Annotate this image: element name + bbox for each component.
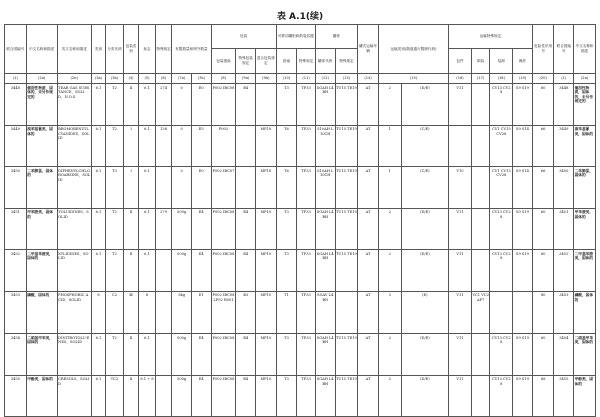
- cell-bulk-provision: [471, 208, 490, 250]
- cell-operation-provision: S9 S19: [513, 250, 533, 292]
- cell-limited-quantity: 0: [172, 84, 192, 126]
- col-num: (6): [155, 74, 172, 84]
- cell-tank-special: TU15 TE19: [335, 375, 358, 417]
- cell-transport-category: 1: [378, 125, 401, 167]
- cell-packing-group: Ⅱ: [123, 375, 138, 417]
- cell-tunnel-code: (C/E): [401, 125, 449, 167]
- col-num: (3b): [106, 74, 124, 84]
- cell-mixed-packing: MP10: [256, 208, 277, 250]
- cell-transport-category: 2: [378, 250, 401, 292]
- cell-packing-instruction: P002 IBC08: [211, 208, 236, 250]
- cell-cn-name-repeat: 二硝基甲苯类，固体的: [574, 334, 596, 376]
- cell-tunnel-code: (C/E): [401, 167, 449, 209]
- cell-special-provision: 138: [155, 125, 172, 167]
- cell-classification-code: T3: [106, 167, 124, 209]
- cell-excepted-quantity: E4: [191, 375, 211, 417]
- header-classification-code: 分类代码: [106, 25, 124, 74]
- cell-bulk-provision: [471, 167, 490, 209]
- header-bulk: 散装: [471, 49, 490, 74]
- cell-bulk-provision: [471, 125, 490, 167]
- cell-bulk-provision: [471, 250, 490, 292]
- cell-packing-group: Ⅰ: [123, 167, 138, 209]
- cell-excepted-quantity: E4: [191, 334, 211, 376]
- cell-portable-special: TP33: [297, 208, 316, 250]
- cell-un-number: 3454: [5, 334, 27, 376]
- cell-portable-special: TP33: [297, 250, 316, 292]
- header-hazard-id: 危险性识别号: [532, 25, 554, 74]
- cell-tank-special: TU15 TE19: [335, 84, 358, 126]
- cell-un-number-repeat: 3455: [554, 375, 574, 417]
- cell-class: 6.1: [91, 84, 105, 126]
- cell-cn-name: 磷酸，固体的: [26, 291, 57, 334]
- col-num: (7b): [191, 74, 211, 84]
- cell-tank-vehicle: AT: [358, 167, 379, 209]
- cell-class: 6.1: [91, 208, 105, 250]
- cell-cn-name-repeat: 二甲基苯胺类，固体的: [574, 250, 596, 292]
- cell-un-number: 3449: [5, 125, 27, 167]
- cell-classification-code: T2: [106, 250, 124, 292]
- cell-class: 8: [91, 291, 105, 334]
- cell-tank-special: TU15 TE19: [335, 334, 358, 376]
- header-portable-instructions: 指南: [276, 49, 297, 74]
- cell-tank-code: SGAH L4BH: [315, 375, 335, 417]
- cell-package-provision: V11: [449, 208, 472, 250]
- cell-un-number: 3452: [5, 250, 27, 292]
- col-num: (7a): [172, 74, 192, 84]
- cell-package-provision: [449, 125, 472, 167]
- cell-tank-code: S10AH L10CH: [315, 167, 335, 209]
- cell-special-provision: [155, 375, 172, 417]
- cell-hazard-id: 80: [532, 291, 554, 334]
- col-num: (16): [449, 74, 472, 84]
- cell-cn-name-repeat: 磷酸，固体的: [574, 291, 596, 334]
- cell-class: 6.1: [91, 334, 105, 376]
- table-header: [5, 25, 596, 84]
- cell-mixed-packing: [256, 84, 277, 126]
- cell-operation-provision: S9 S19: [513, 84, 533, 126]
- cell-portable-special: TP33: [297, 334, 316, 376]
- cell-class: 6.1: [91, 167, 105, 209]
- cell-tank-vehicle: AT: [358, 250, 379, 292]
- cell-cn-name-repeat: 二苯胂氯，固体的: [574, 167, 596, 209]
- cell-portable-instruction: T3: [276, 84, 297, 126]
- cell-loading-provision: CV13 CV28: [490, 84, 513, 126]
- col-num: (5): [139, 74, 156, 84]
- cell-loading-provision: [490, 291, 513, 334]
- cell-mixed-packing: MP10: [256, 250, 277, 292]
- cell-packing-instruction: P002 IBC08 LP02 R001: [211, 291, 236, 334]
- col-num: (4): [123, 74, 138, 84]
- cell-bulk-provision: VC1 VC2 AP7: [471, 291, 490, 334]
- cell-tank-special: TU15 TE19: [335, 208, 358, 250]
- cell-limited-quantity: 0: [172, 125, 192, 167]
- cell-loading-provision: CV13 CV28: [490, 375, 513, 417]
- column-number-row: [5, 74, 596, 84]
- dangerous-goods-table: [4, 24, 596, 417]
- cell-special-provision: [155, 334, 172, 376]
- col-num: (12): [315, 74, 335, 84]
- cell-packing-instruction: P002: [211, 125, 236, 167]
- cell-label: 6.1: [139, 125, 156, 167]
- col-num: (11): [297, 74, 316, 84]
- header-tank-vehicle: 罐式运输车辆: [358, 25, 379, 74]
- col-num: (10): [276, 74, 297, 84]
- cell-packing-group: Ⅰ: [123, 125, 138, 167]
- cell-tank-vehicle: AT: [358, 375, 379, 417]
- header-special-provisions: 特殊规定: [155, 25, 172, 74]
- header-loading: 装卸: [490, 49, 513, 74]
- cell-classification-code: C2: [106, 291, 124, 334]
- cell-bulk-provision: [471, 334, 490, 376]
- cell-cn-name: 甲苯胺类，固体的: [26, 208, 57, 250]
- header-packing-instructions: 包装指南: [211, 49, 236, 74]
- table-row: [5, 291, 596, 334]
- header-cn-name-repeat: 中文名称和描述: [574, 25, 596, 74]
- table-row: [5, 84, 596, 126]
- cell-class: 6.1: [91, 375, 105, 417]
- cell-package-provision: V11: [449, 375, 472, 417]
- cell-portable-instruction: T6: [276, 167, 297, 209]
- cell-transport-category: 3: [378, 291, 401, 334]
- cell-un-number: 3450: [5, 167, 27, 209]
- cell-label: 6.1: [139, 250, 156, 292]
- cell-mixed-packing: MP10: [256, 334, 277, 376]
- col-num: (8): [211, 74, 236, 84]
- cell-portable-special: TP33: [297, 167, 316, 209]
- cell-packing-instruction: P002 IBC08: [211, 375, 236, 417]
- header-cn-name: 中文名称和描述: [26, 25, 57, 74]
- cell-cn-name: 溴苯基氰类，固体的: [26, 125, 57, 167]
- cell-tank-code: SGAH L4BH: [315, 250, 335, 292]
- cell-operation-provision: S9 S14: [513, 167, 533, 209]
- cell-label: 6.1: [139, 84, 156, 126]
- header-special-packing: 特殊包装规定: [236, 49, 256, 74]
- cell-bulk-provision: [471, 375, 490, 417]
- cell-cn-name-repeat: 催泪性物质，固体的，未另作规定的: [574, 84, 596, 126]
- cell-label: 6.1: [139, 167, 156, 209]
- cell-en-name: TOLUIDINES，SOLID: [57, 208, 91, 250]
- cell-en-name: DINITROTOLU-ENES，SOLID: [57, 334, 91, 376]
- cell-packing-group: Ⅲ: [123, 291, 138, 334]
- cell-loading-provision: CV13 CV28: [490, 334, 513, 376]
- cell-portable-special: TP33: [297, 291, 316, 334]
- cell-special-packing: B3: [236, 291, 256, 334]
- cell-operation-provision: [513, 291, 533, 334]
- cell-tank-code: SGAH L4BH: [315, 334, 335, 376]
- cell-operation-provision: S9 S19: [513, 375, 533, 417]
- cell-un-number: 3455: [5, 375, 27, 417]
- cell-tank-vehicle: AT: [358, 208, 379, 250]
- cell-hazard-id: 60: [532, 208, 554, 250]
- cell-cn-name-repeat: 溴苯基氰类，固体的: [574, 125, 596, 167]
- col-num: (2a): [574, 74, 596, 84]
- col-num: (9a): [236, 74, 256, 84]
- cell-un-number-repeat: 3452: [554, 250, 574, 292]
- cell-special-provision: 274: [155, 84, 172, 126]
- cell-special-packing: B4: [236, 375, 256, 417]
- header-transport-category: 运输类别(隧道通行限制代码): [378, 25, 448, 74]
- cell-label: 6.1 + 8: [139, 375, 156, 417]
- header-group-packaging: 包装: [211, 25, 276, 49]
- cell-mixed-packing: MP10: [256, 291, 277, 334]
- cell-transport-category: 2: [378, 84, 401, 126]
- cell-excepted-quantity: E5: [191, 125, 211, 167]
- header-un-number: 联合国编号: [5, 25, 27, 74]
- col-num: (20): [532, 74, 554, 84]
- cell-special-packing: [236, 125, 256, 167]
- table-row: [5, 250, 596, 292]
- cell-packing-group: Ⅱ: [123, 250, 138, 292]
- cell-bulk-provision: [471, 84, 490, 126]
- header-group-tank: 罐体: [315, 25, 357, 49]
- cell-limited-quantity: 500g: [172, 334, 192, 376]
- cell-operation-provision: S9 S19: [513, 208, 533, 250]
- cell-portable-instruction: T3: [276, 334, 297, 376]
- cell-package-provision: V11: [449, 84, 472, 126]
- table-row: [5, 125, 596, 167]
- cell-package-provision: V11: [449, 334, 472, 376]
- col-num: (19): [513, 74, 533, 84]
- cell-un-number-repeat: 3448: [554, 84, 574, 126]
- table-body: [5, 84, 596, 417]
- col-num: (17): [471, 74, 490, 84]
- header-tank-special: 特殊规定: [335, 49, 358, 74]
- cell-special-provision: [155, 291, 172, 334]
- cell-limited-quantity: 5kg: [172, 291, 192, 334]
- cell-special-provision: 279: [155, 208, 172, 250]
- header-mixed-packing: 混合包装规定: [256, 49, 277, 74]
- cell-package-provision: V11: [449, 250, 472, 292]
- cell-portable-special: TP33: [297, 375, 316, 417]
- cell-packing-group: Ⅱ: [123, 84, 138, 126]
- cell-special-packing: B4: [236, 84, 256, 126]
- cell-portable-instruction: T3: [276, 250, 297, 292]
- cell-excepted-quantity: E4: [191, 250, 211, 292]
- cell-tunnel-code: (D/E): [401, 208, 449, 250]
- cell-package-provision: V10: [449, 167, 472, 209]
- cell-package-provision: V11: [449, 291, 472, 334]
- cell-classification-code: TC2: [106, 375, 124, 417]
- col-num: (2a): [26, 74, 57, 84]
- cell-cn-name: 二苯胂氯，固体的: [26, 167, 57, 209]
- cell-mixed-packing: MP10: [256, 375, 277, 417]
- cell-tank-special: TU15 TE19: [335, 167, 358, 209]
- cell-hazard-id: 66: [532, 167, 554, 209]
- cell-packing-instruction: P002 IBC08: [211, 334, 236, 376]
- cell-portable-instruction: T3: [276, 375, 297, 417]
- cell-tank-special: TU15 TE19: [335, 125, 358, 167]
- cell-special-provision: [155, 167, 172, 209]
- cell-un-number: 3453: [5, 291, 27, 334]
- col-num: (1): [5, 74, 27, 84]
- header-un-number-repeat: 联合国编号: [554, 25, 574, 74]
- cell-cn-name: 甲酚类，固体的: [26, 375, 57, 417]
- cell-portable-instruction: T6: [276, 125, 297, 167]
- header-operation: 操作: [513, 49, 533, 74]
- header-class: 类别: [91, 25, 105, 74]
- cell-limited-quantity: 500g: [172, 375, 192, 417]
- cell-classification-code: T2: [106, 334, 124, 376]
- table-row: [5, 208, 596, 250]
- cell-limited-quantity: 500g: [172, 208, 192, 250]
- cell-packing-group: Ⅱ: [123, 208, 138, 250]
- cell-tank-code: SGAH L4BH: [315, 84, 335, 126]
- cell-un-number-repeat: 3451: [554, 208, 574, 250]
- cell-tank-special: TU15 TE19: [335, 250, 358, 292]
- cell-en-name: PHOSPHORIC ACID，SOLID: [57, 291, 91, 334]
- cell-tunnel-code: (E): [401, 291, 449, 334]
- cell-cn-name: 催泪性物质，固体的，未另作规定的: [26, 84, 57, 126]
- cell-hazard-id: 60: [532, 334, 554, 376]
- cell-loading-provision: CV13 CV28: [490, 250, 513, 292]
- table-title: 表 A.1(续): [276, 12, 324, 22]
- cell-cn-name-repeat: 甲苯胺类，固体的: [574, 208, 596, 250]
- cell-classification-code: T2: [106, 84, 124, 126]
- cell-label: 6.1: [139, 334, 156, 376]
- cell-tunnel-code: (D/E): [401, 334, 449, 376]
- cell-classification-code: T2: [106, 208, 124, 250]
- cell-hazard-id: 60: [532, 250, 554, 292]
- cell-en-name: CRESOLS，SOLID: [57, 375, 91, 417]
- cell-portable-instruction: T1: [276, 291, 297, 334]
- cell-mixed-packing: MP18: [256, 125, 277, 167]
- header-group-special-transport: 运输特殊规定: [449, 25, 533, 49]
- header-labels: 标志: [139, 25, 156, 74]
- cell-un-number-repeat: 3454: [554, 334, 574, 376]
- cell-packing-instruction: P002 IBC07: [211, 167, 236, 209]
- cell-loading-provision: CV1 CV13 CV28: [490, 167, 513, 209]
- table-row: [5, 375, 596, 417]
- cell-hazard-id: 66: [532, 125, 554, 167]
- cell-mixed-packing: MP18: [256, 167, 277, 209]
- cell-hazard-id: 60: [532, 84, 554, 126]
- cell-transport-category: 2: [378, 334, 401, 376]
- col-num: (2b): [57, 74, 91, 84]
- cell-special-packing: B4: [236, 250, 256, 292]
- header-group-portable-tanks: 可移动罐柜和散装容器: [276, 25, 315, 49]
- cell-cn-name-repeat: 甲酚类，固体的: [574, 375, 596, 417]
- table-row: [5, 334, 596, 376]
- cell-cn-name: 二甲基苯胺类，固体的: [26, 250, 57, 292]
- col-num: (18): [490, 74, 513, 84]
- cell-label: 8: [139, 291, 156, 334]
- cell-portable-special: TP33: [297, 84, 316, 126]
- cell-tank-vehicle: AT: [358, 291, 379, 334]
- col-num: (15): [378, 74, 448, 84]
- cell-en-name: BROMOBENZYL CYANIDES，SOLID: [57, 125, 91, 167]
- cell-tank-code: SGAH L4BH: [315, 208, 335, 250]
- cell-tunnel-code: (D/E): [401, 250, 449, 292]
- cell-un-number-repeat: 3449: [554, 125, 574, 167]
- cell-portable-special: TP33: [297, 125, 316, 167]
- cell-operation-provision: S9 S19: [513, 334, 533, 376]
- cell-class: 6.1: [91, 125, 105, 167]
- cell-un-number-repeat: 3453: [554, 291, 574, 334]
- cell-tunnel-code: (D/E): [401, 84, 449, 126]
- cell-tank-vehicle: AT: [358, 84, 379, 126]
- cell-en-name: XYLIDINES，SOLID: [57, 250, 91, 292]
- cell-en-name: DIPHENYLCHLO ROARSINE，SOLID: [57, 167, 91, 209]
- table-row: [5, 167, 596, 209]
- cell-tank-code: S10AH L10CH: [315, 125, 335, 167]
- cell-special-provision: [155, 250, 172, 292]
- header-portable-special: 特殊规定: [297, 49, 316, 74]
- cell-excepted-quantity: E1: [191, 291, 211, 334]
- header-en-name: 英文名称和描述: [57, 25, 91, 74]
- cell-limited-quantity: 0: [172, 167, 192, 209]
- cell-en-name: TEAR GAS SUBSTANCE，SOLID，N.O.S.: [57, 84, 91, 126]
- cell-excepted-quantity: E0: [191, 84, 211, 126]
- cell-packing-instruction: P002 IBC08: [211, 250, 236, 292]
- cell-tank-vehicle: AT: [358, 334, 379, 376]
- header-tank-code: 罐体代码: [315, 49, 335, 74]
- cell-class: 6.1: [91, 250, 105, 292]
- col-num: (13): [335, 74, 358, 84]
- cell-transport-category: 2: [378, 208, 401, 250]
- header-package: 包件: [449, 49, 472, 74]
- cell-tunnel-code: (D/E): [401, 375, 449, 417]
- col-num: (14): [358, 74, 379, 84]
- cell-excepted-quantity: E0: [191, 167, 211, 209]
- cell-hazard-id: 68: [532, 375, 554, 417]
- cell-excepted-quantity: E4: [191, 208, 211, 250]
- cell-un-number: 3451: [5, 208, 27, 250]
- cell-un-number-repeat: 3450: [554, 167, 574, 209]
- cell-loading-provision: CV1 CV13 CV28: [490, 125, 513, 167]
- col-num: (3a): [91, 74, 105, 84]
- cell-packing-instruction: P002 IBC08: [211, 84, 236, 126]
- cell-transport-category: 1: [378, 167, 401, 209]
- cell-tank-vehicle: AT: [358, 125, 379, 167]
- cell-classification-code: T2: [106, 125, 124, 167]
- cell-cn-name: 二硝基甲苯类，固体的: [26, 334, 57, 376]
- header-limited-quantities: 有限数量和例外数量: [172, 25, 211, 74]
- cell-loading-provision: CV13 CV28: [490, 208, 513, 250]
- cell-un-number: 3448: [5, 84, 27, 126]
- cell-limited-quantity: 500g: [172, 250, 192, 292]
- header-packing-group: 包装类别: [123, 25, 138, 74]
- cell-transport-category: 2: [378, 375, 401, 417]
- cell-label: 6.1: [139, 208, 156, 250]
- cell-special-packing: B4: [236, 334, 256, 376]
- cell-packing-group: Ⅱ: [123, 334, 138, 376]
- cell-special-packing: B4: [236, 208, 256, 250]
- cell-tank-code: SGAV L4BN: [315, 291, 335, 334]
- col-num: (9b): [256, 74, 277, 84]
- cell-tank-special: [335, 291, 358, 334]
- col-num: (1): [554, 74, 574, 84]
- cell-special-packing: [236, 167, 256, 209]
- cell-portable-instruction: T3: [276, 208, 297, 250]
- cell-operation-provision: S9 S14: [513, 125, 533, 167]
